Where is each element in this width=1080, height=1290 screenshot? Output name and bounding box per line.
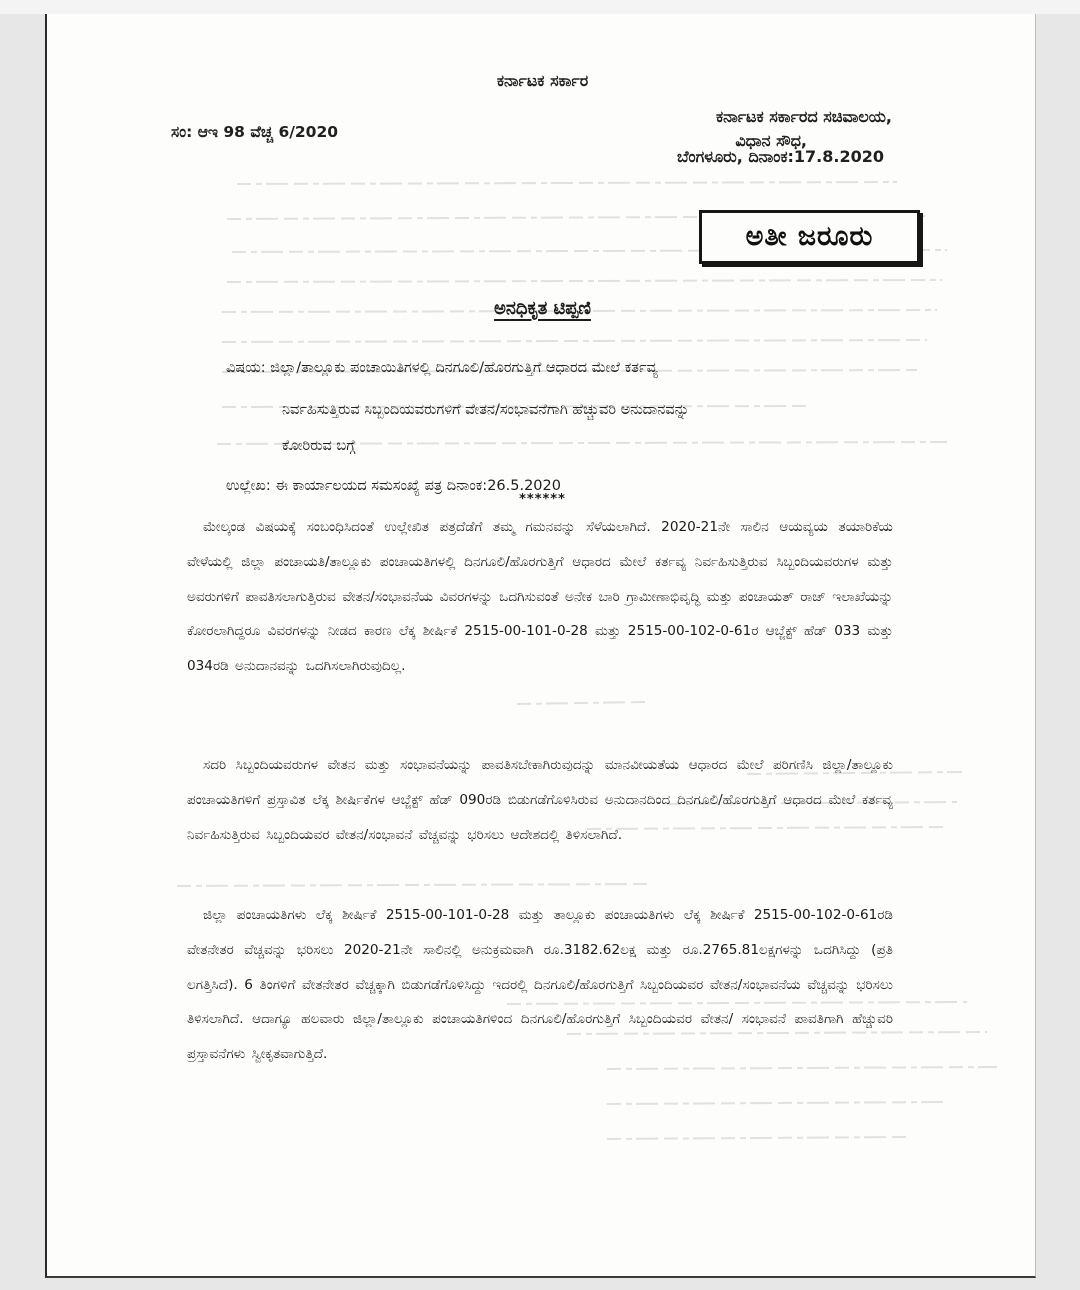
urgent-stamp: ಅತೀ ಜರೂರು bbox=[699, 210, 920, 264]
reference-line: ಉಲ್ಲೇಖ: ಈ ಕಾರ್ಯಾಲಯದ ಸಮಸಂಖ್ಯೆ ಪತ್ರ ದಿನಾಂಕ:26.5.2020 bbox=[226, 478, 561, 494]
document-page bbox=[45, 14, 1036, 1278]
subject-line-1: ವಿಷಯ: ಜಿಲ್ಲಾ/ತಾಲ್ಲೂಕು ಪಂಚಾಯಿತಿಗಳಲ್ಲಿ ದಿನಗೂಲಿ/ಹೊರಗುತ್ತಿಗೆ ಆಧಾರದ ಮೇಲೆ ಕರ್ತವ್ಯ bbox=[226, 360, 658, 376]
document-title: ಅನಧಿಕೃತ ಟಿಪ್ಪಣಿ bbox=[494, 298, 591, 319]
body-paragraph-1: ಮೇಲ್ಕಂಡ ವಿಷಯಕ್ಕೆ ಸಂಬಂಧಿಸಿದಂತೆ ಉಲ್ಲೇಖಿತ ಪತ್ರದೆಡೆಗೆ ತಮ್ಮ ಗಮನವನ್ನು ಸೆಳೆಯಲಾಗಿದೆ. 2020-21ನೇ ಸಾಲಿನ ಆಯವ್ಯಯ ತಯಾರಿಕೆಯ ವೇಳೆಯಲ್ಲಿ ಜಿಲ್ಲಾ ಪಂಚಾಯತಿ/ತಾಲ್ಲೂಕು ಪಂಚಾಯತಿಗಳಲ್ಲಿ ದಿನಗೂಲಿ/ಹೊರಗುತ್ತಿಗೆ ಆಧಾರದ ಮೇಲೆ ಕರ್ತವ್ಯ ನಿರ್ವಹಿಸುತ್ತಿರುವ ಸಿಬ್ಬಂದಿಯವರುಗಳ ಮತ್ತು ಅವರುಗಳಿಗೆ ಪಾವತಿಸಲಾಗುತ್ತಿರುವ ವೇತನ/ಸಂಭಾವನೆಯ ವಿವರಗಳನ್ನು ಒದಗಿಸುವಂತೆ ಅನೇಕ ಬಾರಿ ಗ್ರಾಮೀಣಾಭಿವೃದ್ಧಿ ಮತ್ತು ಪಂಚಾಯತ್ ರಾಜ್ ಇಲಾಖೆಯನ್ನು ಕೋರಲಾಗಿದ್ದರೂ ವಿವರಗಳನ್ನು ನೀಡದ ಕಾರಣ ಲೆಕ್ಕ ಶೀರ್ಷಿಕೆ 2515-00-101-0-28 ಮತ್ತು 2515-00-102-0-61ರ ಆಬ್ಜೆಕ್ಟ್ ಹೆಡ್ 033 ಮತ್ತು 034ರಡಿ ಅನುದಾನವನ್ನು ಒದಗಿಸಲಾಗಿರುವುದಿಲ್ಲ. bbox=[187, 519, 893, 675]
office-address-line-1: ಕರ್ನಾಟಕ ಸರ್ಕಾರದ ಸಚಿವಾಲಯ, bbox=[715, 107, 892, 126]
reference-number: ಸಂ: ಆಇ 98 ವೆಚ್ಚ 6/2020 bbox=[171, 123, 339, 141]
separator-stars: ****** bbox=[519, 492, 566, 507]
subject-line-3: ಕೋರಿರುವ ಬಗ್ಗೆ bbox=[282, 438, 356, 454]
office-address-line-3: ಬೆಂಗಳೂರು, ದಿನಾಂಕ:17.8.2020 bbox=[676, 147, 884, 166]
subject-line-2: ನಿರ್ವಹಿಸುತ್ತಿರುವ ಸಿಬ್ಬಂದಿಯವರುಗಳಿಗೆ ವೇತನ/ಸಂಭಾವನೆಗಾಗಿ ಹೆಚ್ಚುವರಿ ಅನುದಾನವನ್ನು bbox=[282, 402, 690, 418]
body-paragraph-2: ಸದರಿ ಸಿಬ್ಬಂದಿಯವರುಗಳ ವೇತನ ಮತ್ತು ಸಂಭಾವನೆಯನ್ನು ಪಾವತಿಸಬೇಕಾಗಿರುವುದನ್ನು ಮಾನವೀಯತೆಯ ಆಧಾರದ ಮೇಲೆ ಪರಿಗಣಿಸಿ ಜಿಲ್ಲಾ/ತಾಲ್ಲೂಕು ಪಂಚಾಯತಿಗಳಿಗೆ ಪ್ರಸ್ತಾವಿತ ಲೆಕ್ಕ ಶೀರ್ಷಿಕೆಗಳ ಆಬ್ಜೆಕ್ಟ್ ಹೆಡ್ 090ರಡಿ ಬಿಡುಗಡೆಗೊಳಿಸಿರುವ ಅನುದಾನದಿಂದ ದಿನಗೂಲಿ/ಹೊರಗುತ್ತಿಗೆ ಆಧಾರದ ಮೇಲೆ ಕರ್ತವ್ಯ ನಿರ್ವಹಿಸುತ್ತಿರುವ ಸಿಬ್ಬಂದಿಯವರ ವೇತನ/ಸಂಭಾವನೆ ವೆಚ್ಚವನ್ನು ಭರಿಸಲು ಆದೇಶದಲ್ಲಿ ತಿಳಿಸಲಾಗಿದೆ. bbox=[187, 757, 893, 843]
screen-top-strip bbox=[0, 0, 1080, 14]
office-address-line-2: ವಿಧಾನ ಸೌಧ, bbox=[735, 131, 807, 150]
government-header: ಕರ್ನಾಟಕ ಸರ್ಕಾರ bbox=[496, 71, 589, 90]
body-paragraph-3: ಜಿಲ್ಲಾ ಪಂಚಾಯತಿಗಳು ಲೆಕ್ಕ ಶೀರ್ಷಿಕೆ 2515-00-101-0-28 ಮತ್ತು ತಾಲ್ಲೂಕು ಪಂಚಾಯತಿಗಳು ಲೆಕ್ಕ ಶೀರ್ಷಿಕೆ 2515-00-102-0-61ರಡಿ ವೇತನೇತರ ವೆಚ್ಚವನ್ನು ಭರಿಸಲು 2020-21ನೇ ಸಾಲಿನಲ್ಲಿ ಅನುಕ್ರಮವಾಗಿ ರೂ.3182.62ಲಕ್ಷ ಮತ್ತು ರೂ.2765.81ಲಕ್ಷಗಳನ್ನು ಒದಗಿಸಿದ್ದು (ಪ್ರತಿ ಲಗತ್ತಿಸಿದೆ). 6 ತಿಂಗಳಿಗೆ ವೇತನೇತರ ವೆಚ್ಚಕ್ಕಾಗಿ ಬಿಡುಗಡೆಗೊಳಿಸಿದ್ದು ಇದರಲ್ಲಿ ದಿನಗೂಲಿ/ಹೊರಗುತ್ತಿಗೆ ಸಿಬ್ಬಂದಿಯವರ ವೇತನ/ಸಂಭಾವನೆಯ ವೆಚ್ಚವನ್ನು ಭರಿಸಲು ತಿಳಿಸಲಾಗಿದೆ. ಆದಾಗ್ಯೂ ಹಲವಾರು ಜಿಲ್ಲಾ/ತಾಲ್ಲೂಕು ಪಂಚಾಯತಿಗಳಿಂದ ದಿನಗೂಲಿ/ಹೊರಗುತ್ತಿಗೆ ಸಿಬ್ಬಂದಿಯವರ ವೇತನ/ ಸಂಭಾವನೆ ಪಾವತಿಗಾಗಿ ಹೆಚ್ಚುವರಿ ಪ್ರಸ್ತಾವನೆಗಳು ಸ್ವೀಕೃತವಾಗುತ್ತಿದೆ. bbox=[187, 907, 893, 1063]
